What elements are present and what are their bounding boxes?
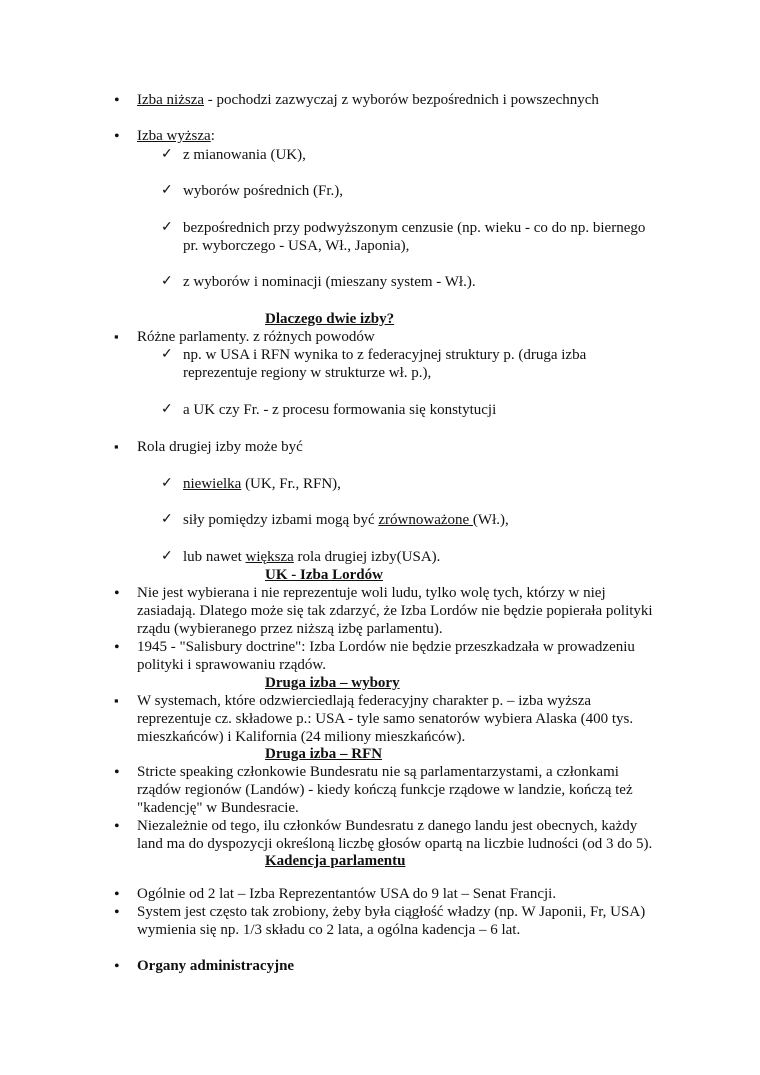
bullet-icon [114, 958, 124, 976]
term-izba-nizsza: Izba niższa [137, 92, 205, 108]
paragraph-line: 1945 - "Salisbury doctrine": Izba Lordów nie będzie przeszkadzała w prowadzeniu [137, 639, 635, 655]
bullet-icon [114, 92, 124, 110]
square-bullet-icon [114, 438, 124, 456]
list-item-cont: pr. wyborczego - USA, Wł., Japonia), [183, 238, 410, 254]
paragraph: Różne parlamenty. z różnych powodów [137, 329, 375, 345]
bullet-icon [114, 886, 124, 904]
list-item [183, 475, 341, 493]
paragraph-line: mieszkańców) i Kalifornia (24 miliony mieszkańców). [137, 729, 466, 745]
paragraph-line: polityki i sprawowaniu rządów. [137, 657, 326, 673]
check-icon: ✓ [161, 183, 173, 198]
heading-kadencja: Kadencja parlamentu [265, 853, 406, 869]
list-item-cont: reprezentuje regiony w strukturze wł. p.), [183, 365, 432, 381]
check-icon: ✓ [161, 549, 173, 564]
text: (Wł.), [472, 512, 509, 528]
heading-izba-lordow: UK - Izba Lordów [265, 567, 383, 583]
paragraph-line: land ma do dyspozycji określoną liczbę głosów opartą na liczbie ludności (od 3 do 5). [137, 836, 653, 852]
paragraph-line: Stricte speaking członkowie Bundesratu nie są parlamentarzystami, a członkami [137, 764, 619, 780]
paragraph-line: rządów regionów (Landów) - kiedy kończą funkcje rządowe w landzie, kończą też [137, 782, 633, 798]
bullet-icon [114, 639, 124, 657]
paragraph-line: Nie jest wybierana i nie reprezentuje woli ludu, tylko wolę tych, którzy w niej [137, 585, 606, 601]
list-item: wyborów pośrednich (Fr.), [183, 183, 343, 199]
paragraph-line: W systemach, które odzwierciedlają federacyjny charakter p. – izba wyższa [137, 693, 592, 709]
check-icon: ✓ [161, 347, 173, 362]
list-item: a UK czy Fr. - z procesu formowania się konstytucji [183, 402, 497, 418]
bullet-icon [114, 818, 124, 836]
text: - pochodzi zazwyczaj z wyborów bezpośrednich i powszechnych [204, 92, 599, 108]
bullet-icon [114, 128, 124, 146]
paragraph-line: wymienia się np. 1/3 składu co 2 lata, a ogólna kadencja – 6 lat. [137, 922, 521, 938]
term-wieksza: większa [245, 549, 294, 565]
term-zrownowazone: zrównoważone [378, 512, 473, 528]
text: (UK, Fr., RFN), [241, 476, 341, 492]
paragraph-line: reprezentuje cz. składowe p.: USA - tyle samo senatorów wybiera Alaska (400 tys. [137, 711, 634, 727]
square-bullet-icon [114, 328, 124, 346]
check-icon: ✓ [161, 220, 173, 235]
term-izba-wyzsza: Izba wyższa [137, 128, 211, 144]
paragraph-line: "kadencję" w Bundesracie. [137, 800, 299, 816]
list-item [183, 511, 509, 529]
bullet-icon [114, 585, 124, 603]
text: lub nawet [183, 549, 246, 565]
check-icon: ✓ [161, 476, 173, 491]
paragraph-organy: Organy administracyjne [137, 958, 295, 974]
check-icon: ✓ [161, 512, 173, 527]
paragraph-izba-nizsza [137, 91, 599, 109]
paragraph-line: Niezależnie od tego, ilu członków Bundesratu z danego landu jest obecnych, każdy [137, 818, 638, 834]
term-niewielka: niewielka [183, 476, 242, 492]
square-bullet-icon [114, 692, 124, 710]
check-icon: ✓ [161, 274, 173, 289]
paragraph: Rola drugiej izby może być [137, 439, 303, 455]
bullet-icon [114, 904, 124, 922]
paragraph-line: System jest często tak zrobiony, żeby była ciągłość władzy (np. W Japonii, Fr, USA) [137, 904, 646, 920]
paragraph-line: zasiadają. Dlatego może się tak zdarzyć, że Izba Lordów nie będzie popierała polityki [137, 603, 653, 619]
heading-wybory: Druga izba – wybory [265, 675, 400, 691]
list-item: z mianowania (UK), [183, 147, 306, 163]
list-item: z wyborów i nominacji (mieszany system - Wł.). [183, 274, 476, 290]
text: : [210, 128, 215, 144]
heading-dlaczego: Dlaczego dwie izby? [265, 311, 395, 327]
check-icon: ✓ [161, 402, 173, 417]
list-item [183, 548, 440, 566]
heading-rfn: Druga izba – RFN [265, 746, 383, 762]
paragraph-line: rządu (wybieranego przez niższą izbę parlamentu). [137, 621, 443, 637]
text: rola drugiej izby(USA). [293, 549, 441, 565]
paragraph-line: Ogólnie od 2 lat – Izba Reprezentantów USA do 9 lat – Senat Francji. [137, 886, 557, 902]
list-item: np. w USA i RFN wynika to z federacyjnej struktury p. (druga izba [183, 347, 587, 363]
bullet-icon [114, 764, 124, 782]
paragraph-izba-wyzsza [137, 127, 215, 145]
list-item: bezpośrednich przy podwyższonym cenzusie (np. wieku - co do np. biernego [183, 220, 646, 236]
check-icon: ✓ [161, 147, 173, 162]
text: siły pomiędzy izbami mogą być [183, 512, 379, 528]
